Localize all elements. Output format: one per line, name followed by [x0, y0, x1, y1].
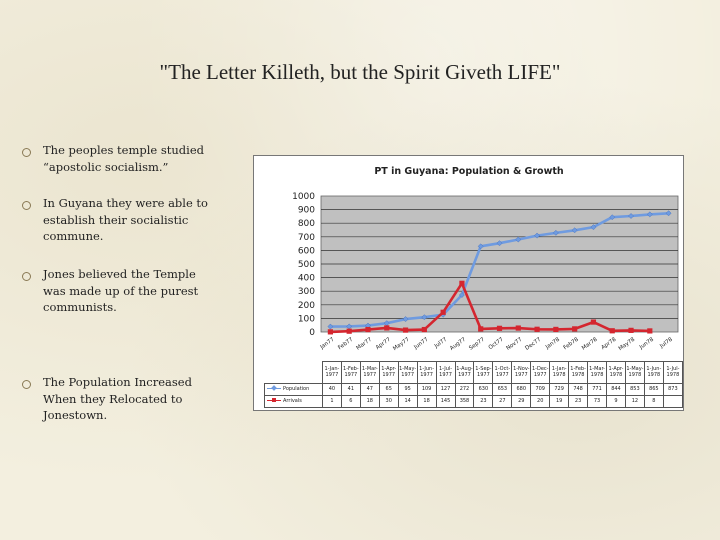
- bullet-circle-icon: [22, 380, 31, 389]
- arrivals-point: [553, 327, 558, 332]
- table-value-cell: 23: [474, 396, 493, 408]
- bullet-text: The Population Increased When they Relocated to Jonestown.: [43, 375, 192, 422]
- x-tick-label: Jan78: [544, 336, 562, 351]
- table-header-cell: 1-Nov-1977: [512, 362, 531, 384]
- table-header-cell: 1-Aug-1977: [455, 362, 474, 384]
- bullet-text: The peoples temple studied “apostolic socialism.”: [43, 143, 204, 174]
- table-value-cell: 844: [607, 384, 626, 396]
- arrivals-point: [403, 327, 408, 332]
- arrivals-point: [422, 327, 427, 332]
- table-value-cell: 127: [436, 384, 455, 396]
- table-value-cell: 272: [455, 384, 474, 396]
- table-value-cell: 873: [663, 384, 682, 396]
- x-tick-label: May77: [392, 336, 411, 353]
- y-tick-label: 300: [297, 287, 315, 298]
- x-tick-label: Sep77: [468, 336, 486, 352]
- table-value-cell: 30: [379, 396, 398, 408]
- arrivals-point: [497, 326, 502, 331]
- x-tick-label: Jan77: [319, 336, 336, 351]
- table-value-cell: 6: [341, 396, 360, 408]
- y-tick-label: 900: [297, 205, 315, 216]
- bullet-circle-icon: [22, 148, 31, 157]
- table-value-cell: 19: [550, 396, 569, 408]
- table-value-cell: 41: [341, 384, 360, 396]
- table-header-cell: 1-Dec-1977: [531, 362, 550, 384]
- arrivals-point: [516, 325, 521, 330]
- bullet-text: In Guyana they were able to establish their socialistic commune.: [43, 196, 208, 243]
- table-value-cell: 73: [588, 396, 607, 408]
- y-tick-label: 100: [297, 314, 315, 325]
- arrivals-point: [572, 326, 577, 331]
- table-header-cell: 1-Sep-1977: [474, 362, 493, 384]
- arrivals-point: [384, 325, 389, 330]
- table-value-cell: 1: [322, 396, 341, 408]
- arrivals-point: [347, 329, 352, 334]
- table-value-cell: 729: [550, 384, 569, 396]
- table-row: [265, 384, 683, 396]
- y-tick-label: 500: [297, 260, 315, 270]
- chart-container: [253, 155, 684, 411]
- table-value-cell: 23: [569, 396, 588, 408]
- table-value-cell: 653: [493, 384, 512, 396]
- table-header-cell: 1-Jun-1977: [417, 362, 436, 384]
- x-tick-label: Jun78: [638, 336, 655, 351]
- arrivals-legend-marker: [267, 398, 281, 403]
- x-tick-label: Feb77: [337, 336, 355, 352]
- table-header-cell: 1-Apr-1977: [379, 362, 398, 384]
- table-header-cell: 1-May-1977: [398, 362, 417, 384]
- table-header-cell: 1-Jun-1978: [644, 362, 663, 384]
- table-value-cell: 709: [531, 384, 550, 396]
- table-corner: [265, 362, 323, 384]
- table-value-cell: 8: [644, 396, 663, 408]
- table-header-row: [265, 362, 683, 384]
- table-value-cell: 47: [360, 384, 379, 396]
- x-tick-label: Feb78: [562, 336, 580, 352]
- table-header-cell: 1-Jan-1978: [550, 362, 569, 384]
- table-value-cell: 748: [569, 384, 588, 396]
- table-value-cell: 12: [625, 396, 644, 408]
- table-value-cell: 865: [644, 384, 663, 396]
- x-tick-label: Apr77: [374, 336, 392, 352]
- x-tick-label: Jun77: [413, 336, 430, 351]
- series-legend-cell: [265, 384, 323, 396]
- slide-title: "The Letter Killeth, but the Spirit Giveth LIFE": [159, 60, 561, 84]
- arrivals-point: [328, 329, 333, 334]
- table-header-cell: 1-May-1978: [625, 362, 644, 384]
- series-legend-cell: [265, 396, 323, 408]
- table-header-cell: 1-Mar-1977: [360, 362, 379, 384]
- table-value-cell: 18: [360, 396, 379, 408]
- x-tick-label: Aug77: [449, 336, 468, 352]
- y-tick-label: 800: [297, 219, 315, 230]
- bullet-text: Jones believed the Temple was made up of the purest communists.: [43, 267, 199, 314]
- table-header-cell: 1-Jan-1977: [322, 362, 341, 384]
- table-value-cell: 680: [512, 384, 531, 396]
- table-value-cell: 40: [322, 384, 341, 396]
- table-header-cell: 1-Jul-1977: [436, 362, 455, 384]
- table-value-cell: 29: [512, 396, 531, 408]
- legend-point: [272, 398, 276, 402]
- arrivals-point: [534, 327, 539, 332]
- x-tick-label: Dec77: [524, 336, 543, 352]
- table-header-cell: 1-Feb-1977: [341, 362, 360, 384]
- legend-series-name: Arrivals: [283, 398, 302, 405]
- x-tick-label: Jul78: [659, 336, 674, 350]
- y-tick-label: 600: [297, 246, 315, 257]
- table-value-cell: 95: [398, 384, 417, 396]
- y-tick-label: 200: [297, 300, 315, 311]
- table-value-cell: 9: [607, 396, 626, 408]
- table-header-cell: 1-Apr-1978: [607, 362, 626, 384]
- y-tick-label: 400: [297, 273, 315, 284]
- x-tick-label: Apr78: [600, 336, 618, 352]
- legend-series-name: Population: [283, 386, 310, 393]
- arrivals-point: [610, 328, 615, 333]
- x-tick-label: May78: [617, 336, 637, 353]
- arrivals-point: [647, 328, 652, 333]
- x-tick-label: Mar77: [355, 336, 374, 352]
- arrivals-point: [441, 310, 446, 315]
- table-value-cell: 109: [417, 384, 436, 396]
- y-tick-label: 700: [297, 232, 315, 243]
- table-value-cell: 630: [474, 384, 493, 396]
- table-value-cell: 27: [493, 396, 512, 408]
- chart-title: PT in Guyana: Population & Growth: [374, 166, 564, 177]
- table-value-cell: 18: [417, 396, 436, 408]
- x-tick-label: Nov77: [505, 336, 524, 352]
- x-tick-label: Jul77: [433, 336, 449, 350]
- table-value-cell: 358: [455, 396, 474, 408]
- table-header-cell: 1-Feb-1978: [569, 362, 588, 384]
- table-value-cell: 20: [531, 396, 550, 408]
- table-header-cell: 1-Jul-1978: [663, 362, 682, 384]
- legend-point: [271, 385, 277, 391]
- y-tick-label: 0: [309, 328, 315, 338]
- arrivals-point: [628, 328, 633, 333]
- arrivals-point: [459, 281, 464, 286]
- bullet-circle-icon: [22, 201, 31, 210]
- table-value-cell: [663, 396, 682, 408]
- arrivals-point: [365, 327, 370, 332]
- arrivals-point: [591, 319, 596, 324]
- arrivals-point: [478, 326, 483, 331]
- table-value-cell: 853: [625, 384, 644, 396]
- table-value-cell: 145: [436, 396, 455, 408]
- y-tick-label: 1000: [292, 192, 315, 202]
- table-header-cell: 1-Mar-1978: [588, 362, 607, 384]
- population-legend-marker: [267, 386, 281, 391]
- x-tick-label: Mar78: [580, 336, 599, 352]
- table-row: [265, 396, 683, 408]
- table-header-cell: 1-Oct-1977: [493, 362, 512, 384]
- table-value-cell: 771: [588, 384, 607, 396]
- table-value-cell: 65: [379, 384, 398, 396]
- bullet-circle-icon: [22, 272, 31, 281]
- x-tick-label: Oct77: [487, 336, 505, 352]
- chart-data-table: [264, 361, 683, 408]
- table-value-cell: 14: [398, 396, 417, 408]
